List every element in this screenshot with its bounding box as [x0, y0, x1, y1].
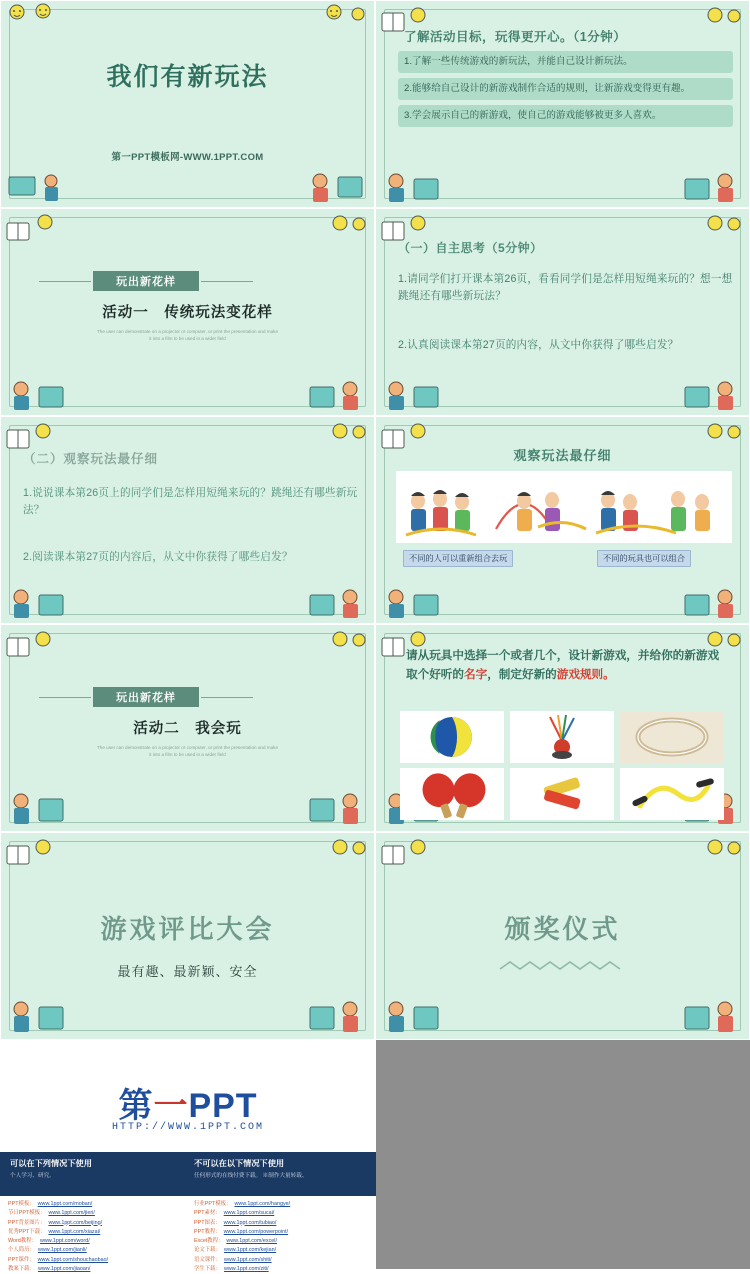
link-url[interactable]: www.1ppt.com/word/ — [39, 1238, 90, 1245]
footer-watermark — [0, 1040, 750, 1273]
slide-4-self-thinking[interactable] — [375, 208, 750, 416]
footnote-line-1: The user can demonstrate on a projector or computer, or print the presentation and make — [96, 329, 279, 334]
footer-link[interactable] — [194, 1246, 380, 1255]
link-url[interactable]: www.1ppt.com/hangye/ — [234, 1201, 291, 1207]
question-2: 2.阅读课本第27页的内容后，从文中你获得了哪些启发？ — [23, 551, 293, 563]
link-label: 论文下载： — [194, 1247, 221, 1254]
brief-highlight-name: 名字 — [463, 667, 488, 681]
link-label: PPT背景图片： — [8, 1219, 46, 1226]
link-label: PPT教程： — [194, 1228, 221, 1235]
footer-link[interactable] — [8, 1246, 194, 1255]
link-label: PPT图表： — [194, 1219, 221, 1226]
logo-char-first: 第 — [118, 1087, 154, 1125]
link-label: Excel教程： — [194, 1238, 224, 1245]
link-label: 行业PPT模板： — [194, 1201, 232, 1207]
footnote-line-2: it into a film to be used in a wider field — [149, 336, 226, 342]
toy-grid — [400, 711, 726, 821]
slide-1-title[interactable] — [0, 0, 375, 208]
footer-link[interactable] — [194, 1228, 380, 1237]
link-label: 节日PPT模板： — [8, 1210, 46, 1217]
link-url[interactable]: www.1ppt.com/kejian/ — [223, 1247, 277, 1254]
footer-link[interactable] — [8, 1237, 194, 1246]
slide-5-observe-questions[interactable] — [0, 416, 375, 624]
toy-ball — [400, 711, 504, 763]
caption-left: 不同的人可以重新组合去玩 — [403, 550, 513, 567]
slide-heading: 游戏评比大会 — [100, 914, 275, 944]
footer-link[interactable] — [194, 1219, 380, 1228]
footnote-line-1: The user can demonstrate on a projector or computer, or print the presentation and make — [96, 745, 279, 750]
terms-allowed — [10, 1158, 185, 1180]
question-1: 1.说说课本第26页上的同学们是怎样用短绳来玩的？跳绳还有哪些新玩法？ — [23, 487, 358, 517]
section-heading: （二）观察玩法最仔细 — [23, 452, 159, 466]
slide-10-award-ceremony[interactable] — [375, 832, 750, 1040]
goals-heading: 了解活动目标，玩得更开心。（1分钟） — [404, 30, 627, 44]
footer-link[interactable] — [194, 1209, 380, 1218]
brief-part-1: 请从玩具中选择一个或者几个，设计新游戏，并给你的新游戏取个好听的 — [406, 649, 720, 681]
list-item: 3.学会展示自己的新游戏，使自己的游戏能够被更多人喜欢。 — [398, 105, 733, 127]
footer-link[interactable] — [194, 1265, 380, 1274]
slide-frame — [9, 9, 366, 199]
divider-left — [39, 697, 91, 698]
terms-allowed-title: 可以在下列情况下使用 — [10, 1159, 92, 1168]
slide-heading: 颁奖仪式 — [504, 914, 621, 944]
link-label: 个人简历： — [8, 1247, 35, 1254]
list-item: 1.了解一些传统游戏的新玩法，并能自己设计新玩法。 — [398, 51, 733, 73]
task-brief — [406, 647, 729, 685]
link-url[interactable]: www.1ppt.com/ziti/ — [223, 1266, 269, 1273]
link-label: 语文课件： — [194, 1256, 221, 1263]
slide-7-activity-two[interactable] — [0, 624, 375, 832]
terms-forbidden-lines: 任何形式的在线付费下载。 ※制作大量转载、 — [194, 1173, 308, 1179]
footer-link[interactable] — [8, 1209, 194, 1218]
divider-left — [39, 281, 91, 282]
link-url[interactable]: www.1ppt.com/jianli/ — [37, 1247, 87, 1254]
link-label: 学生下载： — [194, 1266, 221, 1273]
slide-2-goals[interactable] — [375, 0, 750, 208]
footer-link[interactable] — [194, 1237, 380, 1246]
terms-bar — [0, 1152, 376, 1196]
link-url[interactable]: www.1ppt.com/moban/ — [37, 1201, 93, 1207]
slide-8-design-new-game[interactable] — [375, 624, 750, 832]
terms-allowed-lines: 个人学习、研究。 — [10, 1173, 55, 1179]
title-subtitle: 第一PPT模板网-WWW.1PPT.COM — [111, 152, 264, 163]
link-url[interactable]: www.1ppt.com/beijing/ — [48, 1219, 103, 1226]
footer-card — [0, 1040, 376, 1273]
toy-shuttlecock — [510, 711, 614, 763]
logo-char-dash: 一 — [153, 1087, 189, 1125]
link-url[interactable]: www.1ppt.com/powerpoint/ — [223, 1228, 289, 1235]
footnote-line-2: it into a film to be used in a wider field — [149, 752, 226, 758]
link-url[interactable]: www.1ppt.com/xiazai/ — [48, 1228, 101, 1235]
footer-link[interactable] — [8, 1265, 194, 1274]
slide-subheading: 最有趣、最新颖、安全 — [117, 964, 258, 979]
link-label: 优秀PPT下载： — [8, 1228, 46, 1235]
photo-strip — [396, 471, 732, 543]
activity-title: 活动二 我会玩 — [133, 721, 242, 737]
link-url[interactable]: www.1ppt.com/sucai/ — [223, 1210, 275, 1217]
list-item: 2.能够给自己设计的新游戏制作合适的规则，让新游戏变得更有趣。 — [398, 78, 733, 100]
footer-link[interactable] — [8, 1219, 194, 1228]
divider-right — [201, 697, 253, 698]
terms-forbidden-title: 不可以在以下情况下使用 — [194, 1159, 285, 1168]
section-ribbon: 玩出新花样 — [93, 271, 199, 291]
logo-text — [118, 1078, 257, 1127]
caption-right: 不同的玩具也可以组合 — [597, 550, 691, 567]
site-logo[interactable] — [0, 1078, 376, 1127]
site-url[interactable]: HTTP://WWW.1PPT.COM — [111, 1122, 265, 1133]
footer-link[interactable] — [194, 1200, 380, 1209]
logo-word-ppt: PPT — [188, 1087, 258, 1125]
footer-link[interactable] — [8, 1256, 194, 1265]
footer-link[interactable] — [8, 1200, 194, 1209]
footer-links — [0, 1200, 376, 1274]
activity-footnote — [1, 744, 374, 759]
toy-beanbag — [510, 768, 614, 820]
zigzag-decoration — [498, 959, 628, 978]
toy-hula-hoop — [620, 711, 724, 763]
link-url[interactable]: www.1ppt.com/shouchaobao/ — [37, 1256, 109, 1263]
brief-highlight-rules: 游戏规则。 — [556, 667, 615, 681]
slide-3-activity-one[interactable] — [0, 208, 375, 416]
section-heading: （一）自主思考（5分钟） — [398, 241, 543, 255]
divider-right — [201, 281, 253, 282]
activity-footnote — [1, 328, 374, 343]
link-url[interactable]: www.1ppt.com/shiti/ — [223, 1256, 272, 1263]
footer-link[interactable] — [8, 1228, 194, 1237]
link-url[interactable]: www.1ppt.com/tubiao/ — [223, 1219, 277, 1226]
footer-link[interactable] — [194, 1256, 380, 1265]
link-label: PPT模板： — [8, 1201, 35, 1207]
toy-table-tennis-rackets — [400, 768, 504, 820]
terms-forbidden — [194, 1158, 369, 1180]
link-url[interactable]: www.1ppt.com/excel/ — [226, 1238, 277, 1245]
question-1: 1.请同学们打开课本第26页，看看同学们是怎样用短绳来玩的？想一想跳绳还有哪些新玩法？ — [398, 273, 733, 303]
section-heading: 观察玩法最仔细 — [513, 448, 612, 463]
slide-9-game-contest[interactable] — [0, 832, 375, 1040]
brief-part-2: ，制定好新的 — [487, 667, 557, 681]
toy-jump-rope — [620, 768, 724, 820]
link-label: PPT素材： — [194, 1210, 221, 1217]
link-url[interactable]: www.1ppt.com/jieri/ — [48, 1210, 95, 1217]
activity-title: 活动一 传统玩法变花样 — [102, 305, 273, 321]
link-label: PPT课件： — [8, 1256, 35, 1263]
section-ribbon: 玩出新花样 — [93, 687, 199, 707]
goals-list — [398, 51, 733, 132]
slide-6-observe-photos[interactable] — [375, 416, 750, 624]
link-label: Word教程： — [8, 1238, 37, 1245]
link-url[interactable]: www.1ppt.com/jiaoan/ — [37, 1266, 91, 1273]
page-title: 我们有新玩法 — [106, 63, 269, 91]
link-label: 教案下载： — [8, 1266, 35, 1273]
question-2: 2.认真阅读课本第27页的内容，从文中你获得了哪些启发？ — [398, 339, 679, 351]
